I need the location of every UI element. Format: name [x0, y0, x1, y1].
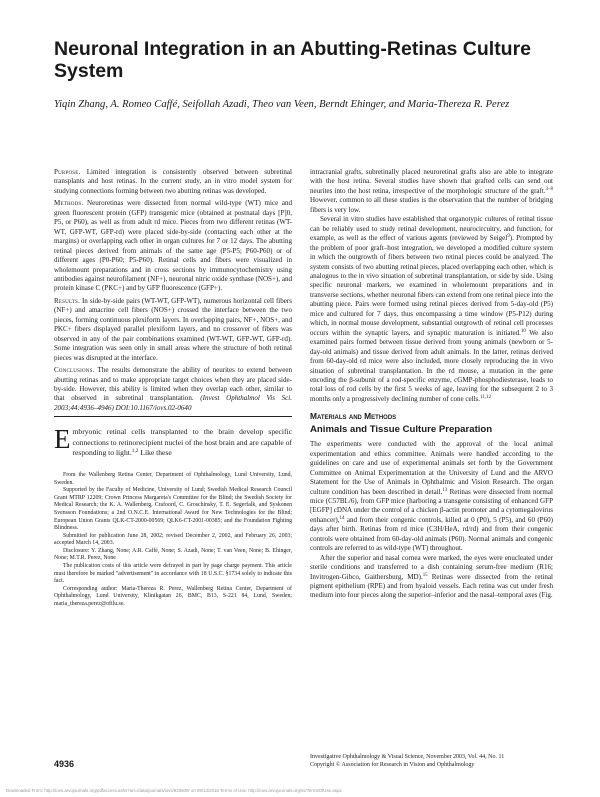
drop-cap: E — [54, 424, 71, 455]
abstract-divider — [54, 416, 292, 417]
body-paragraph — [310, 215, 553, 404]
body-paragraph — [310, 440, 553, 553]
body-text: ). Prompted by the problem of poor graft–host integration, we developed a modified culture system in which the outgrowth of fibers between two retinal pieces could be analyzed. The system consists of two abutting retinal pieces, placed overlapping each other, which is analogous to the in vivo situation of subretinal transplantation, or side by side. Using specific neuronal markers, we examined in wholemount preparations and in transverse sections, whether neuronal fibers can extend from one retinal piece into the abutting piece. Pairs were formed using retinal pieces derived from 5-day-old (P5) mice and cultured for 7 days, thus encompassing a time window (P5-P12) during which, in normal mouse development, substantial outgrowth of retinal cell processes occurs within the synaptic layers, and synaptic maturation is initiated. — [310, 234, 553, 337]
ref: 13 — [442, 487, 448, 493]
conclusions-text: The results demonstrate the ability of neurites to extend between abutting retinas and to make appropriate target choices when they are placed side-by-side. However, this ability is limited when they overlap each other, similar to that observed in subretinal transplantation. — [54, 366, 292, 403]
ref: 14 — [339, 515, 345, 521]
body-text: Retinas were dissected from normal mice (C57BL/6), from GFP mice (harboring a transgene consisting of enhanced GFP [EGFP] cDNA under the control of a chicken β-actin promoter and a cytomegalovirus enhancer), — [310, 487, 553, 524]
footnote: Submitted for publication June 28, 2002; revised December 2, 2002, and February 26, 2003; accepted March 14, 2003. — [54, 532, 292, 547]
right-column — [310, 168, 553, 601]
abstract-citation: (Invest Ophthalmol Vis Sci. 2003;44:4936–4946) DOI:10.1167/iovs.02-0640 — [54, 394, 292, 412]
abstract-methods — [54, 199, 292, 294]
body-text: After the superior and nasal cornea were marked, the eyes were enucleated under sterile conditions and transferred to a dish containing serum-free medium (R16; Invitrogen-Gibco, Gaithersburg, MD). — [310, 553, 553, 581]
body-text: We also examined pairs formed between tissue derived from young animals (newborn or 5-day-old animals) and tissue derived from adult animals. In the latter, retinas derived from 60-day-old rd mice were also included, more closely reproducing the in vivo situation of subretinal transplantation. In the rd mouse, a mutation in the gene encoding the β-subunit of a rod-specific enzyme, cGMP-phosphodiesterase, leads to total loss of rod cells by the first 5 weeks of age, leaving for the subsequent 2 to 3 months only a progressively declining number of cone cells. — [310, 328, 553, 403]
ref: 11,12 — [480, 394, 491, 400]
subsection-heading: Animals and Tissue Culture Preparation — [310, 423, 493, 435]
download-footer: Downloaded From: http://iovs.arvojournals.org/pdfaccess.ashx?url=/data/journals/iovs/933509/ on 09/13/2016 Terms of Use: http://iovs.arvojournals.org/ss/TermsOfUse.aspx — [6, 788, 342, 793]
body-text: Several in vitro studies have established that organotypic cultures of retinal tissue can be reliably used to study retinal development, neurocircuitry, and function, for example, as well as the effect of various agents (reviewed by Seigel — [310, 215, 553, 243]
ref: 10 — [520, 328, 526, 334]
body-text: The experiments were conducted with the approval of the local animal experimentation and ethics committee. Animals were handled according to the guidelines on care and use of experimental animals set forth by the Government Committee on Animal Experimentation at the University of Lund and the ARVO Statement for the Use of Animals in Ophthalmic and Vision Research. The organ culture condition has been described in detail. — [310, 440, 553, 496]
body-text: Retinas were dissected from the retinal pigment epithelium (RPE) and from hyaloid vessels. Each retina was cut under fresh medium into four pieces along the superior–inferior and the nasal–temporal axes (Fig. — [310, 572, 553, 600]
footnotes — [54, 472, 292, 609]
footnote: From the Wallenberg Retina Center, Department of Ophthalmology, Lund University, Lund, Sweden. — [54, 471, 292, 486]
footnote: Corresponding author: Maria-Thereza R. Perez, Wallenberg Retina Center, Department of Ophthalmology, Lund University, Klinikgatan 26, BMC, B13, S-221 84, Lund, Sweden; maria_thereza.perez@oftlu.se. — [54, 585, 292, 608]
results-label: Results. — [54, 296, 80, 305]
ref: 3–8 — [545, 186, 553, 192]
abstract — [54, 168, 292, 413]
author-list: Yiqin Zhang, A. Romeo Caffé, Seifollah Azadi, Theo van Veen, Berndt Ehinger, and Maria-Thereza R. Perez — [54, 99, 510, 110]
footnote: Supported by the Faculty of Medicine, University of Lund; Swedish Medical Research Council Grant MTRP 12209; Crown Princess Margareta's Committee for the Blind; the Swedish Society for Medical Research; the K. A. Wallenberg, Crafoord, C. Groschinsky, T. E. Segerfalk, and Syskonen Svensson Foundations; a 2nd O.N.C.E. International Award for New Technologies for the Blind; European Union Grants QLK-CT-2000-00569; QLK6-CT-2001-00385; and the Foundation Fighting Blindness. — [54, 487, 292, 532]
body-text: intracranial grafts, subretinally placed neuroretinal grafts also are able to integrate with the host retina. Several studies have shown that grafted cells can send out neurites into the host retina, irrespective of the morphologic structure of the graft. — [310, 168, 553, 195]
journal-citation: Investigative Ophthalmology & Visual Science, November 2003, Vol. 44, No. 11 — [310, 754, 505, 760]
intro-paragraph — [54, 424, 292, 458]
ref: 9 — [507, 234, 510, 240]
body-text: and from their congenic controls, killed at 0 (P0), 5 (P5), and 60 (P60) days after birth. Retinas from rd mice (C3H/HeA, rd/rd) and from their congenic controls were obtained from 60-day-old animals (P60). Normal animals and congenic controls are referred to as wild-type (WT) throughout. — [310, 515, 553, 553]
purpose-text: Limited integration is consistently observed between subretinal transplants and host retinas. In the current study, an in vitro model system for studying connections forming between two abutting retinas was developed. — [54, 168, 292, 195]
abstract-purpose — [54, 168, 292, 196]
body-text: However, common to all these studies is the observation that the number of bridging fibers is very low. — [310, 196, 553, 214]
conclusions-label: Conclusions. — [54, 366, 95, 375]
copyright-line: Copyright © Association for Research in Vision and Ophthalmology — [310, 761, 475, 768]
footnote: Disclosure: Y. Zhang, None; A.R. Caffé, None; S. Azadi, None; T. van Veen, None; B. Ehinger, None; M.T.R. Perez, None — [54, 547, 292, 562]
intro-tail: Like these — [138, 447, 172, 457]
footnote: The publication costs of this article were defrayed in part by page charge payment. This article must therefore be marked "advertisement" in accordance with 18 U.S.C. §1734 solely to indicate this fact. — [54, 563, 292, 585]
intro-ref: 1,2 — [131, 447, 139, 454]
methods-text: Neuroretinas were dissected from normal wild-type (WT) mice and green fluorescent protein (GFP) transgenic mice (obtained at postnatal days [P]0, P5, or P60), as well as from adult rd mice. Pieces from two different retinas (WT-WT, GFP-WT, GFP-rd) were placed side-by-side (contacting each other at the margins) or overlapping each other in organ cultures for 7 or 12 days. The abutting retinal pieces derived from animals of the same age (P5-P5; P60-P60) or of different ages (P0-P60; P5-P60). Retinal cells and fibers were visualized in wholemount preparations and in cross sections by immunocytochemistry using antibodies against neurofilament (NF+), neuronal nitric oxide synthase (NOS+), and protein kinase C (PKC+) and by GFP fluorescence (GFP+). — [54, 199, 292, 293]
abstract-conclusions — [54, 366, 292, 413]
section-heading: Materials and Methods — [310, 411, 397, 422]
abstract-results — [54, 297, 292, 363]
purpose-label: Purpose. — [54, 168, 81, 176]
results-text: In side-by-side pairs (WT-WT, GFP-WT), numerous horizontal cell fibers (NF+) and amacrine cell fibers (NOS+) crossed the interface between the two pieces, forming continuous plexiform layers. In overlapping pairs, NF+, NOS+, and PKC+ fibers displayed parallel plexiform layers, and no crossover of fibers was observed in any of the pair combinations examined (WT-WT, GFP-WT, GFP-rd). Some integration was seen only in small areas where the structure of both retinal pieces was disrupted at the interface. — [54, 296, 293, 362]
intro-text: mbryonic retinal cells transplanted to the brain develop specific connections to retinorecipient nuclei of the host brain and are capable of responding to light. — [72, 427, 292, 457]
journal-footer — [310, 754, 553, 769]
body-paragraph — [310, 554, 553, 601]
body-paragraph — [310, 168, 553, 215]
ref: 15 — [422, 572, 428, 578]
left-column — [54, 168, 292, 609]
page-number: 4936 — [54, 759, 75, 769]
paper-title: Neuronal Integration in an Abutting-Retinas Culture System — [54, 38, 532, 82]
methods-label: Methods. — [54, 199, 84, 208]
